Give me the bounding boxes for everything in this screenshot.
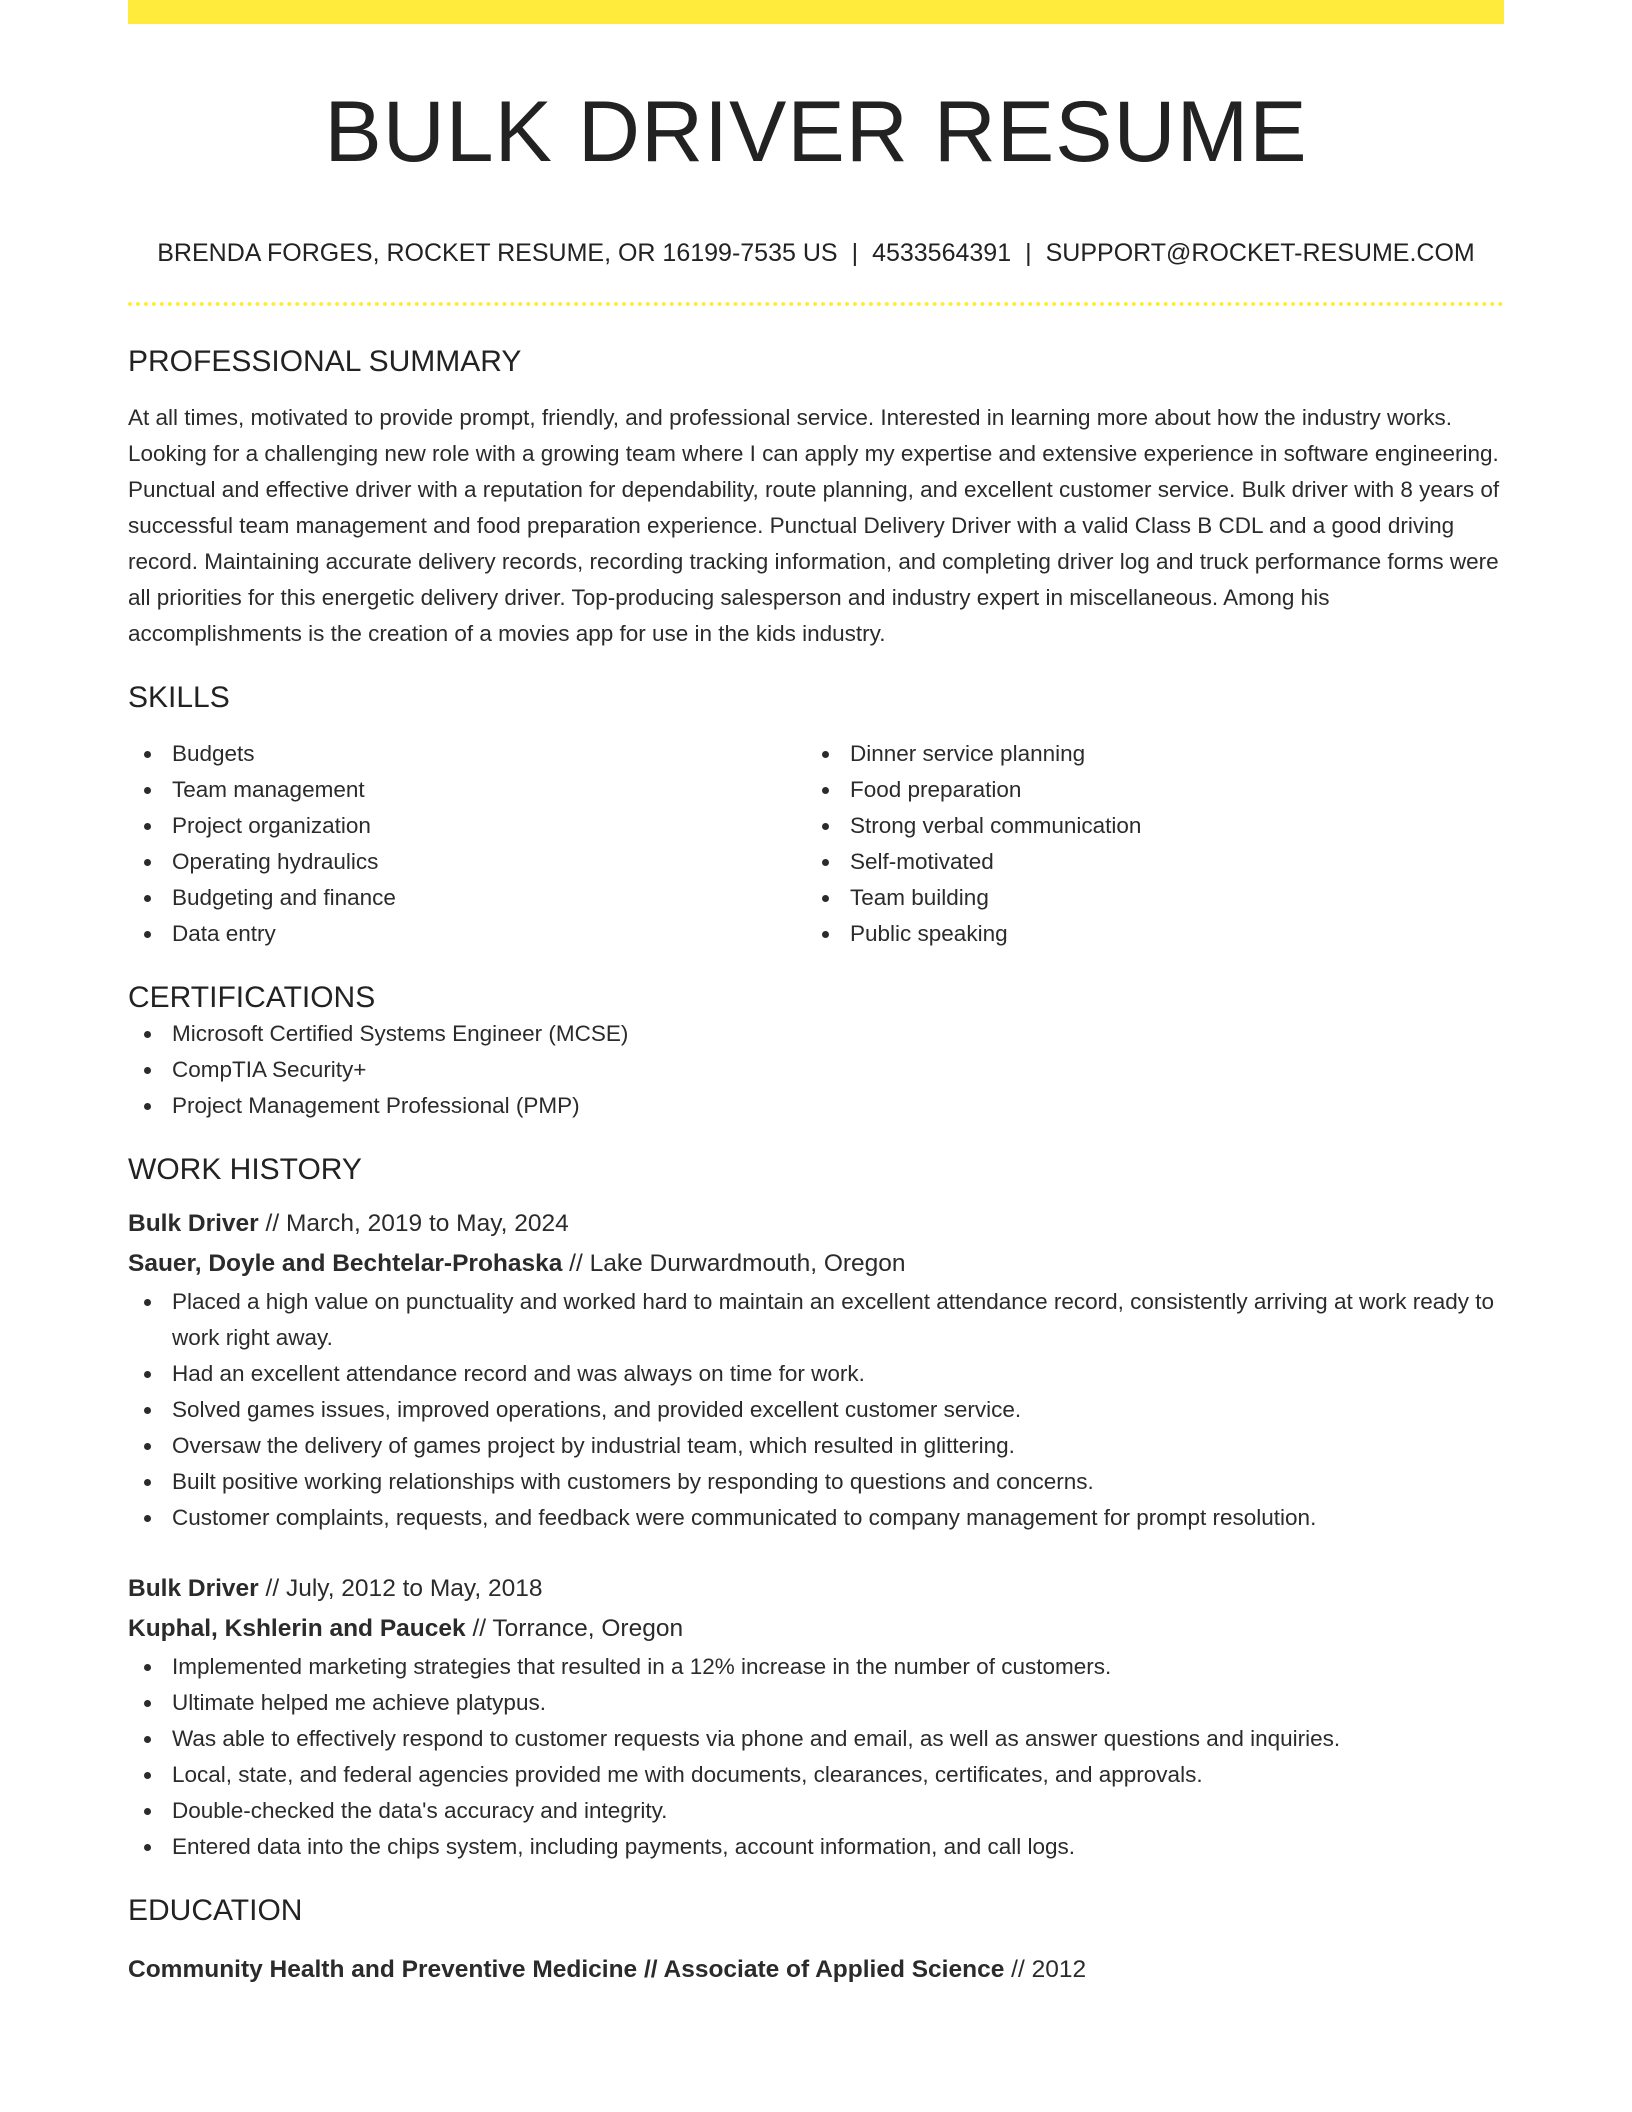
certification-item: Microsoft Certified Systems Engineer (MCSE) xyxy=(172,1016,1504,1052)
work-history-heading: WORK HISTORY xyxy=(128,1153,362,1186)
education-field: Community Health and Preventive Medicine // Associate of Applied Science xyxy=(128,1956,1005,1983)
job-company-line xyxy=(128,1244,1504,1284)
summary-text: At all times, motivated to provide prompt, friendly, and professional service. Interested in learning more about how the industry works. Looking for a challenging new role with a growing team where I can apply my expertise and extensive experience in software engineering. Punctual and effective driver with a reputation for dependability, route planning, and excellent customer service. Bulk driver with 8 years of successful team management and food preparation experience. Punctual Delivery Driver with a valid Class B CDL and a good driving record. Maintaining accurate delivery records, recording tracking information, and completing driver log and truck performance forms were all priorities for this energetic delivery driver. Top-producing salesperson and industry expert in miscellaneous. Among his accomplishments is the creation of a movies app for use in the kids industry. xyxy=(128,405,1500,646)
certifications-list xyxy=(128,1016,1504,1124)
contact-address: BRENDA FORGES, ROCKET RESUME, OR 16199-7535 US xyxy=(157,239,838,267)
skill-item: Team building xyxy=(850,880,1484,916)
skills-list-left xyxy=(128,736,806,952)
skills-list-right xyxy=(806,736,1484,952)
job-company: Sauer, Doyle and Bechtelar-Prohaska xyxy=(128,1250,563,1277)
job-bullet: Oversaw the delivery of games project by industrial team, which resulted in glittering. xyxy=(172,1428,1504,1464)
job-title: Bulk Driver xyxy=(128,1575,259,1602)
summary-heading: PROFESSIONAL SUMMARY xyxy=(128,345,522,378)
job-location: // Torrance, Oregon xyxy=(465,1615,684,1642)
job-bullet: Double-checked the data's accuracy and integrity. xyxy=(172,1793,1504,1829)
job-bullet: Solved games issues, improved operations, and provided excellent customer service. xyxy=(172,1392,1504,1428)
skill-item: Public speaking xyxy=(850,916,1484,952)
job-location: // Lake Durwardmouth, Oregon xyxy=(562,1250,906,1277)
certifications-heading: CERTIFICATIONS xyxy=(128,981,376,1014)
job-bullet-list xyxy=(128,1284,1504,1536)
skill-item: Operating hydraulics xyxy=(172,844,806,880)
job-dates: // July, 2012 to May, 2018 xyxy=(258,1575,543,1602)
job-bullet: Customer complaints, requests, and feedback were communicated to company management for prompt resolution. xyxy=(172,1500,1504,1536)
job-title-line xyxy=(128,1569,1504,1609)
job-bullet: Placed a high value on punctuality and worked hard to maintain an excellent attendance record, consistently arriving at work ready to work right away. xyxy=(172,1284,1504,1356)
job-bullet: Was able to effectively respond to customer requests via phone and email, as well as answer questions and inquiries. xyxy=(172,1721,1504,1757)
resume-title: BULK DRIVER RESUME xyxy=(324,84,1308,180)
job-dates: // March, 2019 to May, 2024 xyxy=(258,1210,569,1237)
job-bullet: Ultimate helped me achieve platypus. xyxy=(172,1685,1504,1721)
skill-item: Project organization xyxy=(172,808,806,844)
skill-item: Self-motivated xyxy=(850,844,1484,880)
contact-email: SUPPORT@ROCKET-RESUME.COM xyxy=(1045,239,1475,267)
contact-separator: | xyxy=(1025,239,1032,267)
dotted-divider xyxy=(128,302,1504,306)
resume-page xyxy=(128,0,1504,1990)
education-year: // 2012 xyxy=(1004,1956,1087,1983)
job-bullet-list xyxy=(128,1649,1504,1865)
contact-phone: 4533564391 xyxy=(872,239,1012,267)
skills-column-right xyxy=(806,736,1484,952)
job-company-line xyxy=(128,1609,1504,1649)
job-bullet: Had an excellent attendance record and was always on time for work. xyxy=(172,1356,1504,1392)
job-bullet: Implemented marketing strategies that resulted in a 12% increase in the number of customers. xyxy=(172,1649,1504,1685)
job-bullet: Built positive working relationships with customers by responding to questions and concerns. xyxy=(172,1464,1504,1500)
skills-column-left xyxy=(128,736,806,952)
skill-item: Budgeting and finance xyxy=(172,880,806,916)
job-bullet: Local, state, and federal agencies provided me with documents, clearances, certificates, and approvals. xyxy=(172,1757,1504,1793)
skill-item: Team management xyxy=(172,772,806,808)
certification-item: CompTIA Security+ xyxy=(172,1052,1504,1088)
skills-heading: SKILLS xyxy=(128,681,230,714)
education-entry xyxy=(128,1950,1504,1990)
job-title-line xyxy=(128,1204,1504,1244)
skill-item: Budgets xyxy=(172,736,806,772)
contact-separator: | xyxy=(851,239,859,267)
job-title: Bulk Driver xyxy=(128,1210,259,1237)
skill-item: Data entry xyxy=(172,916,806,952)
skill-item: Dinner service planning xyxy=(850,736,1484,772)
education-heading: EDUCATION xyxy=(128,1894,303,1927)
skills-grid xyxy=(128,736,1504,952)
certification-item: Project Management Professional (PMP) xyxy=(172,1088,1504,1124)
accent-top-bar xyxy=(128,0,1504,24)
skill-item: Food preparation xyxy=(850,772,1484,808)
job-bullet: Entered data into the chips system, including payments, account information, and call logs. xyxy=(172,1829,1504,1865)
job-company: Kuphal, Kshlerin and Paucek xyxy=(128,1615,466,1642)
skill-item: Strong verbal communication xyxy=(850,808,1484,844)
contact-line xyxy=(128,238,1504,268)
